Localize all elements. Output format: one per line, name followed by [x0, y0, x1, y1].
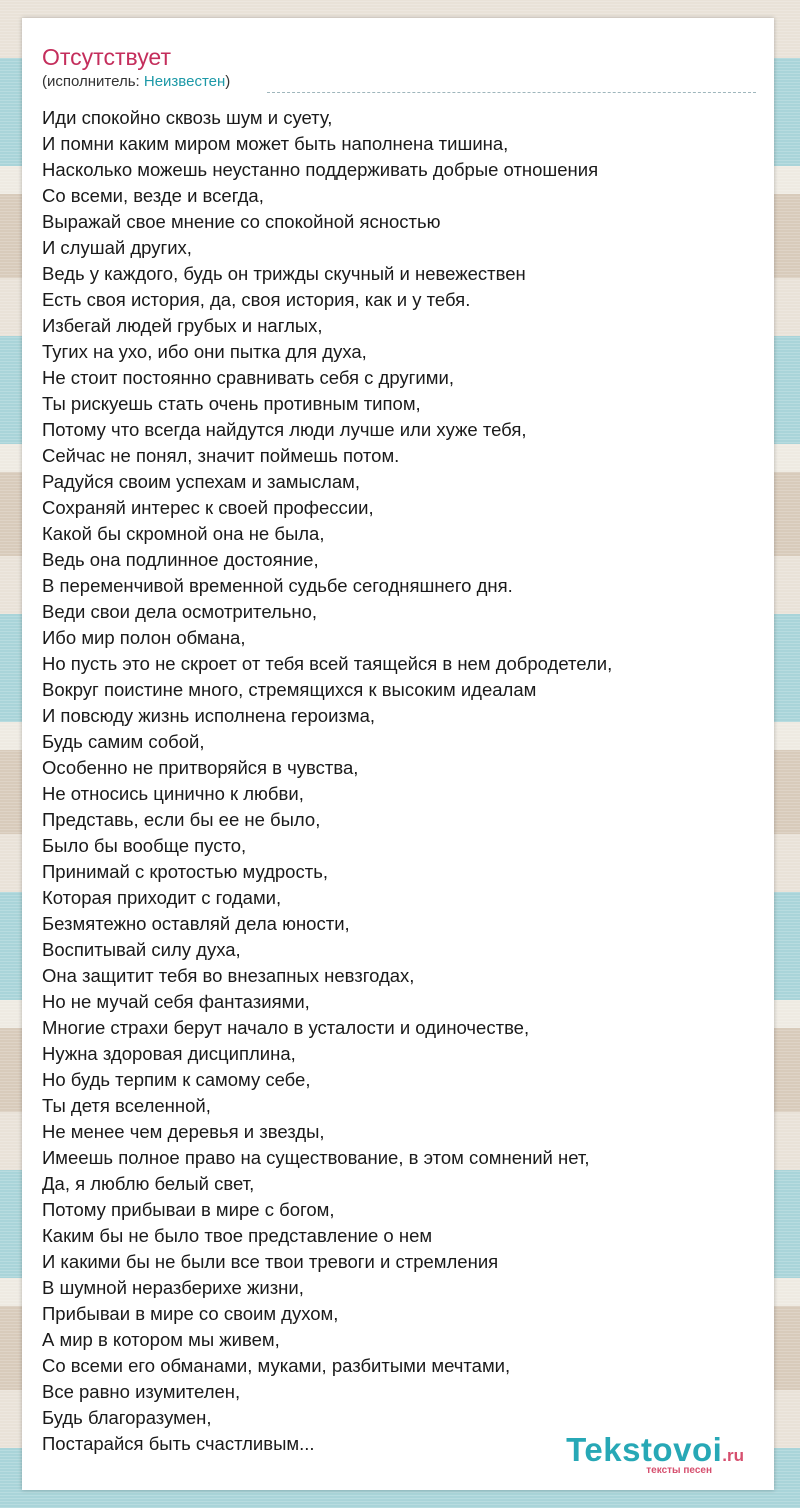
lyric-line: Безмятежно оставляй дела юности,	[42, 913, 350, 934]
lyric-line: Постарайся быть счастливым...	[42, 1433, 315, 1454]
lyric-line: И какими бы не были все твои тревоги и стремления	[42, 1251, 499, 1272]
lyric-line: Прибываи в мире со своим духом,	[42, 1303, 339, 1324]
lyric-line: Но будь терпим к самому себе,	[42, 1069, 311, 1090]
lyric-line: Не стоит постоянно сравнивать себя с другими,	[42, 367, 454, 388]
lyric-line: Но не мучай себя фантазиями,	[42, 991, 310, 1012]
lyric-line: Она защитит тебя во внезапных невзгодах,	[42, 965, 415, 986]
lyric-line: Все равно изумителен,	[42, 1381, 241, 1402]
lyrics-body	[42, 105, 612, 1457]
lyric-line: Многие страхи берут начало в усталости и одиночестве,	[42, 1017, 530, 1038]
lyric-line: Не менее чем деревья и звезды,	[42, 1121, 325, 1142]
lyric-line: Сейчас не понял, значит поймешь потом.	[42, 445, 400, 466]
artist-line	[42, 73, 230, 91]
lyric-line: Веди свои дела осмотрительно,	[42, 601, 318, 622]
lyric-line: И повсюду жизнь исполнена героизма,	[42, 705, 376, 726]
lyric-line: А мир в котором мы живем,	[42, 1329, 280, 1350]
lyric-line: Ведь она подлинное достояние,	[42, 549, 319, 570]
header-divider	[267, 92, 756, 93]
lyric-line: И помни каким миром может быть наполнена тишина,	[42, 133, 509, 154]
lyric-line: В шумной неразберихе жизни,	[42, 1277, 304, 1298]
site-logo[interactable]	[566, 1433, 744, 1476]
lyric-line: Выражай свое мнение со спокойной ясностью	[42, 211, 441, 232]
lyric-line: Ведь у каждого, будь он трижды скучный и невежествен	[42, 263, 526, 284]
lyric-line: Какой бы скромной она не была,	[42, 523, 325, 544]
lyric-line: Вокруг поистине много, стремящихся к высоким идеалам	[42, 679, 537, 700]
lyric-line: В переменчивой временной судьбе сегодняшнего дня.	[42, 575, 513, 596]
lyric-line: Потому прибываи в мире с богом,	[42, 1199, 335, 1220]
lyric-line: Радуйся своим успехам и замыслам,	[42, 471, 360, 492]
lyric-line: Особенно не притворяйся в чувства,	[42, 757, 359, 778]
lyric-line: Было бы вообще пусто,	[42, 835, 247, 856]
artist-link[interactable]: Неизвестен	[143, 73, 226, 90]
lyric-line: Ибо мир полон обмана,	[42, 627, 246, 648]
logo-name: Tekstovoi	[566, 1431, 723, 1468]
lyric-line: Имеешь полное право на существование, в этом сомнений нет,	[42, 1147, 590, 1168]
lyric-line: Избегай людей грубых и наглых,	[42, 315, 323, 336]
logo-tagline: тексты песен	[646, 1465, 712, 1476]
lyric-line: И слушай других,	[42, 237, 192, 258]
lyric-line: Которая приходит с годами,	[42, 887, 282, 908]
artist-prefix: (исполнитель:	[42, 73, 144, 90]
artist-suffix: )	[225, 73, 231, 90]
lyric-line: Иди спокойно сквозь шум и суету,	[42, 107, 333, 128]
lyric-line: Есть своя история, да, своя история, как и у тебя.	[42, 289, 471, 310]
lyric-line: Да, я люблю белый свет,	[42, 1173, 255, 1194]
lyrics-card	[22, 18, 774, 1490]
lyric-line: Принимай с кротостью мудрость,	[42, 861, 328, 882]
lyric-line: Со всеми его обманами, муками, разбитыми мечтами,	[42, 1355, 511, 1376]
lyric-line: Но пусть это не скроет от тебя всей таящейся в нем добродетели,	[42, 653, 613, 674]
lyric-line: Каким бы не было твое представление о нем	[42, 1225, 433, 1246]
logo-tld: .ru	[722, 1446, 744, 1465]
lyric-line: Ты рискуешь стать очень противным типом,	[42, 393, 421, 414]
lyric-line: Воспитывай силу духа,	[42, 939, 241, 960]
lyric-line: Со всеми, везде и всегда,	[42, 185, 264, 206]
lyric-line: Сохраняй интерес к своей профессии,	[42, 497, 374, 518]
lyric-line: Потому что всегда найдутся люди лучше или хуже тебя,	[42, 419, 527, 440]
lyric-line: Представь, если бы ее не было,	[42, 809, 321, 830]
lyric-line: Будь самим собой,	[42, 731, 205, 752]
lyric-line: Нужна здоровая дисциплина,	[42, 1043, 296, 1064]
lyric-line: Будь благоразумен,	[42, 1407, 212, 1428]
lyric-line: Тугих на ухо, ибо они пытка для духа,	[42, 341, 367, 362]
lyric-line: Не относись цинично к любви,	[42, 783, 304, 804]
lyric-line: Насколько можешь неустанно поддерживать добрые отношения	[42, 159, 599, 180]
song-title: Отсутствует	[42, 44, 171, 70]
lyric-line: Ты детя вселенной,	[42, 1095, 211, 1116]
